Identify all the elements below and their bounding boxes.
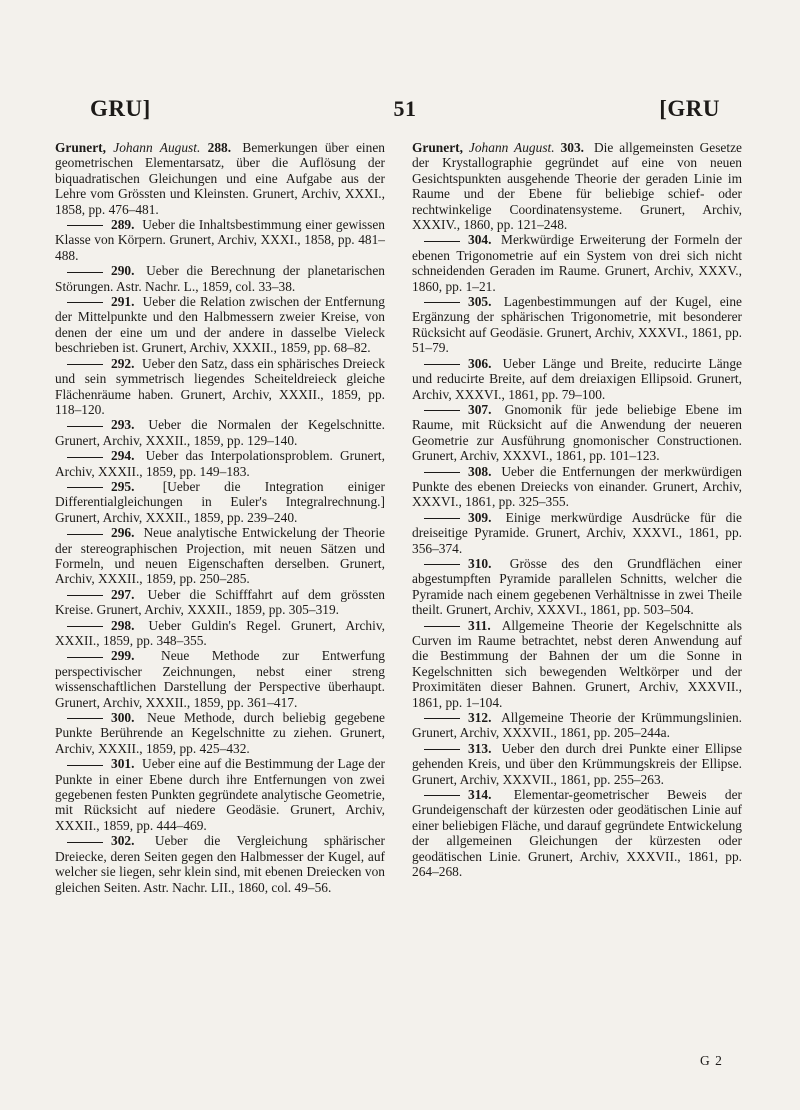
right-column — [412, 140, 742, 880]
entry-number: 313. — [468, 740, 492, 756]
entry-text: Merkwürdige Erweiterung der Formeln der ebenen Trigonometrie auf ein System von drei sich nicht schneidenden Geraden im Raume. Grunert, Archiv, XXXV., 1860, pp. 1–21. — [412, 232, 742, 294]
entry-text: Ueber die Normalen der Kegelschnitte. Grunert, Archiv, XXXII., 1859, pp. 129–140. — [55, 417, 385, 448]
ditto-dash — [424, 564, 460, 565]
left-column — [55, 140, 385, 895]
ditto-dash — [67, 272, 103, 273]
entry-number: 308. — [468, 463, 492, 479]
ditto-dash — [67, 842, 103, 843]
bibliography-entry — [55, 294, 385, 356]
entry-author: Grunert, — [55, 140, 106, 155]
bibliography-entry — [412, 510, 742, 556]
entry-text: Ueber die Schifffahrt auf dem grössten Kreise. Grunert, Archiv, XXXII., 1859, pp. 305–319. — [55, 586, 385, 618]
bibliography-entry — [412, 464, 742, 510]
entry-text: Grösse des den Grundflächen einer abgestumpften Pyramide parallelen Schnitts, welcher die Pyramide nach einem gegebenen Verhältnisse in zwei Theile theilt. Grunert, Archiv, XXXVI., 1861, pp. 503–504. — [412, 555, 742, 618]
entry-text: Einige merkwürdige Ausdrücke für die dreiseitige Pyramide. Grunert, Archiv, XXXVI., 1861, pp. 356–374. — [412, 509, 742, 556]
page-header — [90, 96, 720, 122]
entry-number: 293. — [111, 417, 135, 433]
header-left: GRU] — [90, 96, 151, 121]
entry-text: Die allgemeinsten Gesetze der Krystallographie gegründet auf eine von neuen Gesichtspunkten ausgehende Theorie der geraden Linie im Raume und der Ebene für beliebige schief- oder rechtwinkelige Coordinatensysteme. Grunert, Archiv, XXXIV., 1860, pp. 121–248. — [412, 140, 742, 233]
ditto-dash — [424, 795, 460, 796]
ditto-dash — [67, 487, 103, 488]
entry-number: 294. — [111, 448, 135, 464]
ditto-dash — [67, 657, 103, 658]
entry-text: Ueber die Relation zwischen der Entfernung der Mittelpunkte und den Halbmessern zweier Kreise, von denen der eine um und der andere in dasselbe Vieleck beschrieben ist. Grunert, Archiv, XXXII., 1859, pp. 68–82. — [55, 294, 385, 356]
bibliography-entry — [55, 140, 385, 217]
entry-text: Ueber Guldin's Regel. Grunert, Archiv, XXXII., 1859, pp. 348–355. — [55, 617, 385, 648]
ditto-dash — [67, 364, 103, 365]
entry-number: 298. — [111, 617, 135, 633]
entry-given-name: Johann August. — [113, 140, 201, 155]
bibliography-entry — [55, 448, 385, 479]
entry-number: 309. — [468, 509, 492, 525]
bibliography-entry — [55, 710, 385, 756]
bibliography-entry — [55, 356, 385, 418]
entry-number: 306. — [468, 355, 492, 371]
entry-text: Ueber die Vergleichung sphärischer Dreiecke, deren Seiten gegen den Halbmesser der Kugel, auf welcher sie liegen, sehr klein sind, mit ebenen Dreiecken von gleichen Seiten. Astr. Nachr. LII., 1860, col. 49–56. — [55, 833, 385, 895]
ditto-dash — [424, 718, 460, 719]
entry-text: Ueber Länge und Breite, reducirte Länge und reducirte Breite, auf dem dreiaxigen Ellipsoid. Grunert, Archiv, XXXVI., 1861, pp. 79–100. — [412, 355, 742, 402]
entry-given-name: Johann August. — [468, 140, 555, 155]
entry-number: 305. — [468, 294, 492, 310]
ditto-dash — [424, 472, 460, 473]
entry-number: 310. — [468, 555, 492, 571]
entry-number: 292. — [111, 355, 135, 371]
entry-number: 288. — [207, 140, 232, 155]
entry-text: Ueber die Berechnung der planetarischen Störungen. Astr. Nachr. L., 1859, col. 33–38. — [55, 263, 385, 294]
entry-number: 302. — [111, 833, 135, 849]
entry-text: Neue Methode, durch beliebig gegebene Punkte Berührende an Kegelschnitte zu ziehen. Grunert, Archiv, XXXII., 1859, pp. 425–432. — [55, 710, 385, 756]
entry-text: Ueber die Entfernungen der merkwürdigen Punkte des ebenen Dreiecks von einander. Grunert, Archiv, XXXVI., 1861, pp. 325–355. — [412, 463, 742, 510]
bibliography-entry — [412, 402, 742, 464]
bibliography-entry — [412, 787, 742, 879]
bibliography-entry — [412, 140, 742, 232]
bibliography-entry — [55, 618, 385, 649]
printer-signature: G 2 — [700, 1053, 723, 1068]
entry-text: Allgemeine Theorie der Krümmungslinien. Grunert, Archiv, XXXVII., 1861, pp. 205–244a. — [412, 710, 742, 741]
entry-number: 307. — [468, 401, 492, 417]
entry-text: Ueber das Interpolationsproblem. Grunert, Archiv, XXXII., 1859, pp. 149–183. — [55, 448, 385, 479]
entry-number: 291. — [111, 294, 135, 310]
entry-number: 297. — [111, 586, 135, 602]
entry-number: 311. — [468, 617, 491, 633]
entry-number: 314. — [468, 787, 492, 803]
entry-text: Neue Methode zur Entwerfung perspectivischer Zeichnungen, nebst einer streng wissenschaftlichen Darstellung der Perspective überhaupt. Grunert, Archiv, XXXII., 1859, pp. 361–417. — [55, 648, 385, 710]
entry-text: Ueber eine auf die Bestimmung der Lage der Punkte in einer Ebene durch ihre Entfernungen von zwei gegebenen festen Punkten gegründete analytische Geometrie, mit Rücksicht auf niedere Geodäsie. Grunert, Archiv, XXXII., 1859, pp. 444–469. — [55, 756, 385, 833]
ditto-dash — [67, 765, 103, 766]
entry-number: 289. — [111, 217, 135, 233]
bibliography-entry — [55, 648, 385, 710]
ditto-dash — [67, 457, 103, 458]
bibliography-entry — [412, 356, 742, 402]
entry-number: 290. — [111, 263, 135, 279]
entry-text: Elementar-geometrischer Beweis der Grundeigenschaft der kürzesten oder geodätischen Linie auf einer beliebigen Fläche, und darauf gegründete Entwickelung der allgemeinen Gleichungen der kürzesten oder geodätischen Linie. Grunert, Archiv, XXXVII., 1861, pp. 264–268. — [412, 787, 742, 880]
ditto-dash — [424, 626, 460, 627]
entry-number: 301. — [111, 756, 135, 772]
entry-number: 295. — [111, 478, 135, 494]
bibliography-entry — [55, 217, 385, 263]
ditto-dash — [67, 534, 103, 535]
ditto-dash — [67, 595, 103, 596]
entry-number: 296. — [111, 525, 135, 541]
bibliography-entry — [412, 556, 742, 618]
entry-text: Ueber den durch drei Punkte einer Ellipse gehenden Kreis, und über den Krümmungskreis der Ellipse. Grunert, Archiv, XXXVII., 1861, pp. 255–263. — [412, 740, 742, 787]
ditto-dash — [67, 718, 103, 719]
entry-number: 304. — [468, 232, 492, 248]
bibliography-entry — [55, 479, 385, 525]
ditto-dash — [424, 749, 460, 750]
bibliography-entry — [55, 756, 385, 833]
bibliography-entry — [412, 741, 742, 787]
ditto-dash — [424, 364, 460, 365]
entry-text: Allgemeine Theorie der Kegelschnitte als Curven im Raume betrachtet, nebst deren Anwendung auf die Bestimmung der Bahnen der um die Sonne in Kegelschnitten sich bewegenden Weltkörper und der Proximitäten dieser Bahnen. Grunert, Archiv, XXXVII., 1861, pp. 1–104. — [412, 617, 742, 710]
bibliography-entry — [55, 525, 385, 587]
page-number: 51 — [393, 96, 417, 121]
entry-text: Gnomonik für jede beliebige Ebene im Raume, mit Rücksicht auf die Anwendung der neueren Geometrie zur Ausführung gnomonischer Constructionen. Grunert, Archiv, XXXVI., 1861, pp. 101–123. — [412, 401, 742, 464]
ditto-dash — [424, 241, 460, 242]
ditto-dash — [424, 410, 460, 411]
bibliography-entry — [412, 294, 742, 356]
entry-text: [Ueber die Integration einiger Differentialgleichungen in Euler's Integralrechnung.] Grunert, Archiv, XXXII., 1859, pp. 239–240. — [55, 478, 385, 525]
bibliography-entry — [55, 833, 385, 895]
entry-author: Grunert, — [412, 140, 463, 155]
entry-text: Ueber den Satz, dass ein sphärisches Dreieck und sein symmetrisch liegendes Scheiteldreieck gleiche Flächenräume haben. Grunert, Archiv, XXXII., 1859, pp. 118–120. — [55, 355, 385, 417]
bibliography-entry — [412, 232, 742, 294]
header-right: [GRU — [659, 96, 720, 121]
ditto-dash — [67, 302, 103, 303]
bibliography-entry — [55, 417, 385, 448]
bibliography-entry — [55, 263, 385, 294]
entry-number: 299. — [111, 648, 135, 664]
entry-number: 303. — [560, 140, 585, 155]
ditto-dash — [424, 302, 460, 303]
entry-number: 300. — [111, 710, 135, 726]
bibliography-entry — [412, 618, 742, 710]
entry-text: Lagenbestimmungen auf der Kugel, eine Ergänzung der sphärischen Trigonometrie, mit besonderer Rücksicht auf Geodäsie. Grunert, Archiv, XXXVI., 1861, pp. 51–79. — [412, 294, 742, 356]
ditto-dash — [67, 225, 103, 226]
bibliography-entry — [55, 587, 385, 618]
ditto-dash — [67, 626, 103, 627]
entry-text: Bemerkungen über einen geometrischen Elementarsatz, über die Auflösung der biquadratischen Gleichungen und eine Aufgabe aus der Lehre vom Grössten und Kleinsten. Grunert, Archiv, XXXI., 1858, pp. 476–481. — [55, 140, 385, 217]
entry-text: Neue analytische Entwickelung der Theorie der stereographischen Projection, mit neuen Sätzen und Formeln, und neuen Eigenschaften derselben. Grunert, Archiv, XXXII., 1859, pp. 250–285. — [55, 525, 385, 587]
entry-text: Ueber die Inhaltsbestimmung einer gewissen Klasse von Körpern. Grunert, Archiv, XXXI., 1858, pp. 481–488. — [55, 217, 385, 263]
bibliography-entry — [412, 710, 742, 741]
ditto-dash — [424, 518, 460, 519]
entry-number: 312. — [468, 710, 492, 726]
ditto-dash — [67, 426, 103, 427]
